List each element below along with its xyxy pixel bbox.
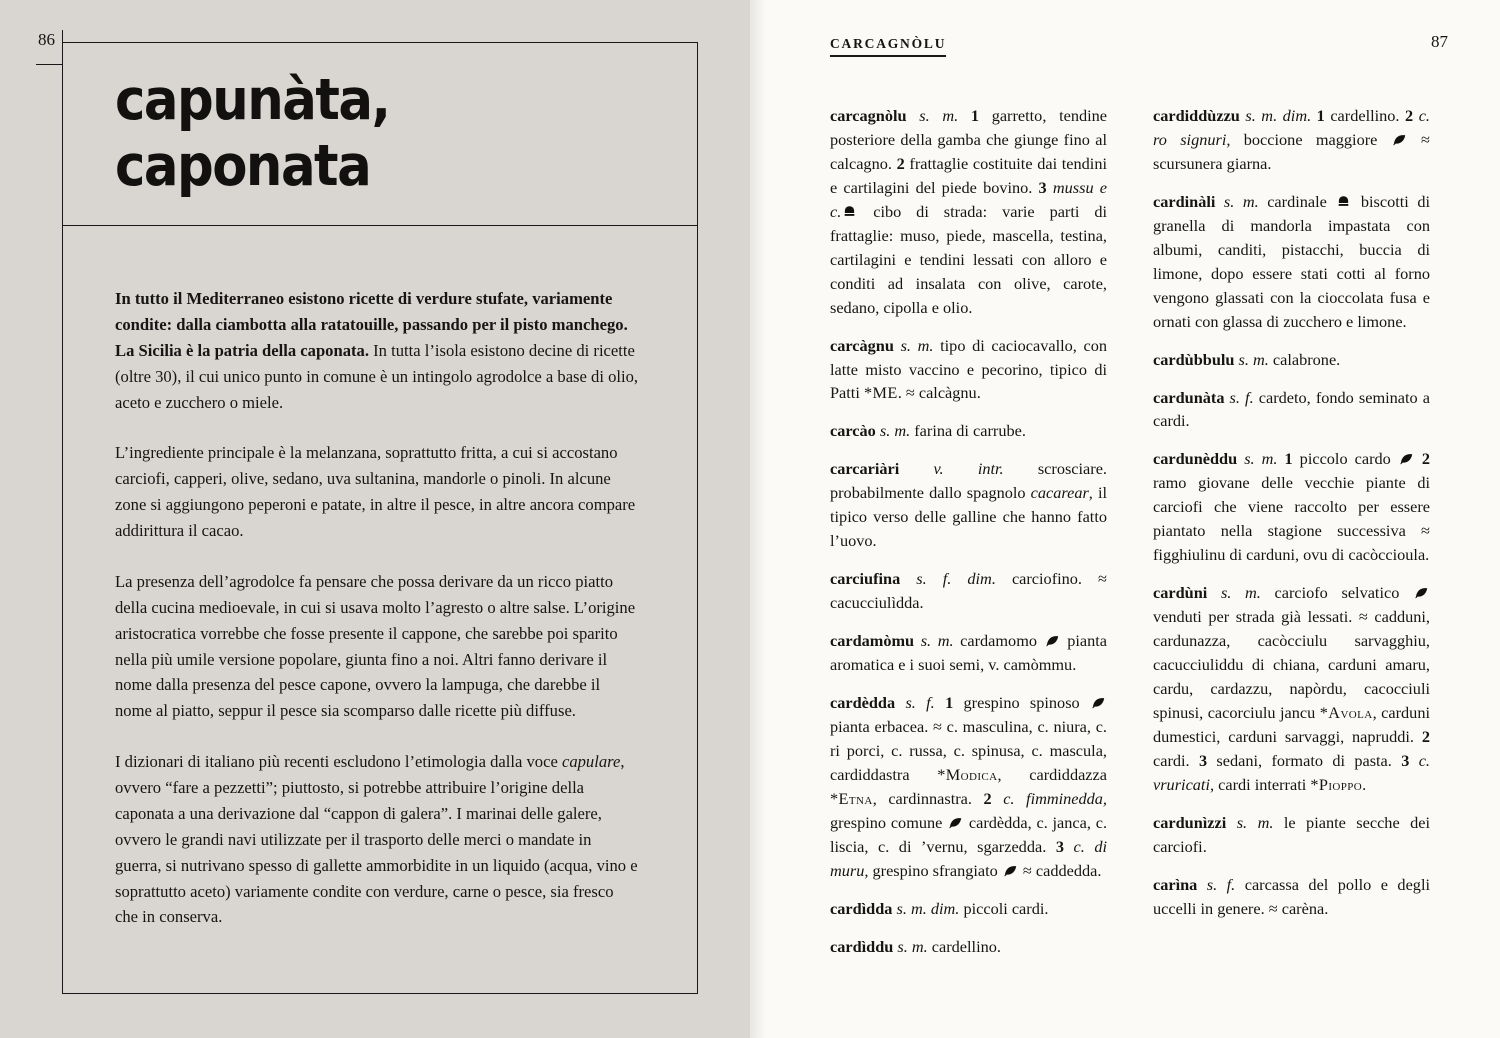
entry-headword: carcariàri — [830, 459, 900, 479]
dictionary-entry: cardinàli s. m. cardinale biscotti di granella di mandorla impastata con albumi, canditi, pistacchi, buccia di limone, dopo essere stati cotti al forno vengono glassati con la cioccolata fusa e ornati con glassa di zucchero e limone. — [1153, 191, 1430, 331]
dictionary-entry: cardiddùzzu s. m. dim. 1 cardellino. 2 c. ro signuri, boccione maggiore ≈ scursunera giarna. — [1153, 106, 1430, 173]
entry-headword: carciufina — [830, 569, 901, 589]
entry-headword: cardìdda — [830, 898, 893, 918]
entry-headword: cardinàli — [1153, 191, 1216, 211]
feature-body — [63, 226, 697, 930]
entry-headword: cardìddu — [830, 936, 894, 956]
entry-headword: cardiddùzzu — [1153, 106, 1240, 125]
entry-headword: carcàgnu — [830, 335, 894, 355]
feature-title-line1: capunàta, — [115, 67, 390, 133]
feature-title-block — [63, 43, 697, 226]
page-number-right: 87 — [1431, 32, 1448, 51]
dictionary-entry: carciufina s. f. dim. carciofino. ≈ cacucciulìdda. — [830, 569, 1107, 613]
feature-box — [62, 42, 698, 994]
entry-headword: cardunèddu — [1153, 449, 1238, 469]
dictionary-entry: carìna s. f. carcassa del pollo e degli uccelli in genere. ≈ carèna. — [1153, 874, 1430, 918]
dictionary-entry: cardunèddu s. m. 1 piccolo cardo 2 ramo giovane delle vecchie piante di carciofi che viene raccolto per essere piantato nella stagione successiva ≈ figghiulinu di carduni, ovu di cacòccioula. — [1153, 449, 1431, 565]
dictionary-entry: cardèdda s. f. 1 grespino spinoso pianta erbacea. ≈ c. masculina, c. niura, c. ri porci, c. russa, c. spinusa, c. mascula, cardiddastra *Modica, cardiddazza *Etna, cardinnastra. 2 c. fimminedda, grespino comune cardèdda, c. janca, c. liscia, c. di ’vernu, sgarzedda. 3 c. di muru, grespino sfrangiato ≈ caddedda. — [830, 693, 1108, 880]
leaf-icon — [1045, 634, 1060, 647]
dictionary-entry: carcariàri v. intr. scrosciare. probabilmente dallo spagnolo cacarear, il tipico verso delle galline che hanno fatto l’uovo. — [830, 459, 1107, 551]
page-number-left: 86 — [38, 30, 55, 49]
dictionary-entry: carcào s. m. farina di carrube. — [830, 421, 1026, 441]
leaf-icon — [1392, 133, 1407, 146]
leaf-icon — [1003, 864, 1018, 877]
entry-headword: cardùbbulu — [1153, 349, 1235, 369]
paragraph: La presenza dell’agrodolce fa pensare che possa derivare da un ricco piatto della cucina medioevale, in cui si usava molto l’agresto o altre salse. L’origine aristocratica vorrebbe che fosse presente il cappone, che sarebbe poi sparito nella più umile versione popolare, giunta fino a noi. Altri fanno derivare il nome dalla presenza del pesce capone, ovvero la lampuga, che darebbe il nome al piatto, seppur il pesce sia scomparso dalle ricette più diffuse. — [115, 571, 636, 721]
dictionary-entry: cardìddu s. m. cardellino. — [830, 936, 1001, 956]
dict-column-1 — [830, 104, 1107, 973]
dictionary-columns — [830, 104, 1430, 973]
street-food-icon — [1336, 195, 1351, 208]
feature-title-line2: caponata — [115, 133, 371, 200]
paragraph: L’ingrediente principale è la melanzana, soprattutto fritta, a cui si accostano carciofi, capperi, olive, sedano, uva sultanina, mandorle o pinoli. In alcune zone si aggiungono peperoni e patate, in altre il pesce, in altre ancora compare addirittura il cacao. — [115, 443, 636, 540]
leaf-icon — [1091, 696, 1106, 709]
dictionary-entry: cardamòmu s. m. cardamomo pianta aromatica e i suoi semi, v. camòmmu. — [830, 631, 1107, 675]
entry-headword: carìna — [1153, 874, 1198, 894]
entry-headword: carcagnòlu — [830, 106, 907, 125]
leaf-icon — [948, 816, 963, 829]
dictionary-entry: carcàgnu s. m. tipo di caciocavallo, con latte misto vaccino e pecorino, tipico di Patti *ME. ≈ calcàgnu. — [830, 335, 1107, 403]
dictionary-entry: cardunìzzi s. m. le piante secche dei carciofi. — [1153, 812, 1431, 856]
running-head: CARCAGNÒLU — [830, 36, 946, 57]
paragraph: In tutto il Mediterraneo esistono ricette di verdure stufate, variamente condite: dalla ciambotta alla ratatouille, passando per il pisto manchego. La Sicilia è la patria della caponata. In tutta l’isola esistono decine di ricette (oltre 30), il cui unico punto in comune è un intingolo agrodolce a base di olio, aceto e zucchero o miele. — [115, 289, 639, 412]
entry-headword: cardùni — [1153, 583, 1208, 603]
entry-headword: cardunìzzi — [1153, 812, 1227, 832]
dictionary-entry: carcagnòlu s. m. 1 garretto, tendine posteriore della gamba che giunge fino al calcagno. 2 frattaglie costituite dai tendini e cartilagini del piede bovino. 3 mussu e c. cibo di strada: varie parti di frattaglie: muso, piede, mascella, testina, cartilagini e tendini lessati con alloro e conditi ad insalata con olive, carote, sedano, cipolla e olio. — [830, 106, 1107, 317]
dictionary-entry: cardunàta s. f. cardeto, fondo seminato a cardi. — [1153, 387, 1430, 431]
entry-headword: carcào — [830, 421, 876, 441]
entry-headword: cardamòmu — [830, 631, 915, 651]
right-page — [750, 0, 1500, 1038]
dict-column-2 — [1153, 104, 1430, 973]
page-number-rule — [36, 64, 62, 65]
entry-headword: cardunàta — [1153, 387, 1225, 407]
paragraph: I dizionari di italiano più recenti escludono l’etimologia dalla voce capulare, ovvero “fare a pezzetti”; piuttosto, si potrebbe attribuire l’origine della caponata a una derivazione dal “cappon di galera”. I marinai delle galere, ovvero le grandi navi utilizzate per il trasporto delle merci o mandate in guerra, si nutrivano spesso di gallette ammorbidite in un liquido (acqua, vino e soprattutto aceto) variamente condite con verdure, carne o pesce, sia fresco che in conserva. — [115, 752, 638, 927]
street-food-icon — [842, 205, 857, 218]
leaf-icon — [1399, 452, 1414, 465]
dictionary-entry: cardùni s. m. carciofo selvatico venduti per strada già lessati. ≈ cadduni, cardunazza, cacòcciulu sarvagghiu, cacucciuliddu di chiana, carduni amaru, cardu, cardazzu, napòrdu, cacocciuli spinusi, cacorciulu jancu *Avola, carduni dumestici, carduni sarvaggi, napruddi. 2 cardi. 3 sedani, formato di pasta. 3 c. vruricati, cardi interrati *Pioppo. — [1153, 583, 1430, 794]
entry-headword: cardèdda — [830, 693, 896, 713]
dictionary-entry: cardìdda s. m. dim. piccoli cardi. — [830, 898, 1049, 918]
leaf-icon — [1414, 586, 1429, 599]
dictionary-entry: cardùbbulu s. m. calabrone. — [1153, 349, 1341, 369]
